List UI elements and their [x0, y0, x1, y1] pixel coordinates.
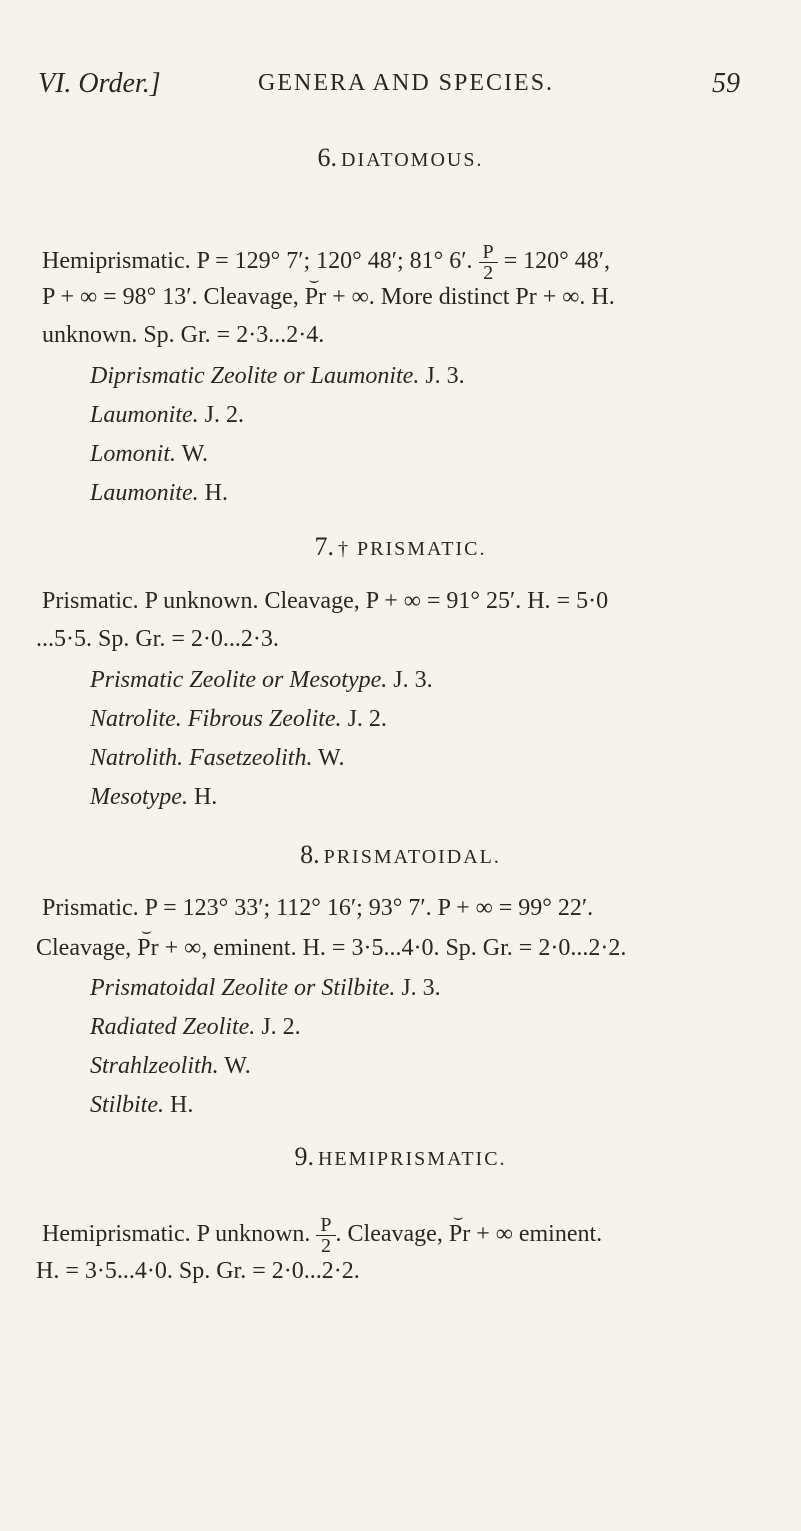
s7-synonym-4: Mesotype. H.	[90, 784, 218, 810]
s6-synonym-2: Laumonite. J. 2.	[90, 402, 245, 428]
page-number: 59	[712, 68, 740, 99]
s9-fraction: $\frac{P}{2}$	[316, 1215, 335, 1256]
s8-synonym-1: Prismatoidal Zeolite or Stilbite. J. 3.	[90, 975, 441, 1001]
section-8-title: 8. PRISMATOIDAL.	[300, 840, 501, 869]
s7-synonym-3: Natrolith. Fasetzeolith. W.	[90, 745, 345, 771]
s9-line-1: Hemiprismatic. P unknown. $\frac{P}{2}$ . Cleavage, ⌣ Pr + ∞ eminent.	[42, 1209, 603, 1257]
section-6-title: 6. DIATOMOUS.	[317, 143, 484, 172]
running-head-order: VI. Order.]	[38, 68, 161, 99]
s8-synonym-4: Stilbite. H.	[90, 1092, 194, 1118]
s6-synonym-1: Diprismatic Zeolite or Laumonite. J. 3.	[90, 363, 465, 389]
s8-line-2: Cleavage, ⌣ Pr + ∞, eminent. H. = 3·5...4·0. Sp. Gr. = 2·0...2·2.	[36, 923, 627, 961]
s8-synonym-3: Strahlzeolith. W.	[90, 1053, 251, 1079]
s7-synonym-1: Prismatic Zeolite or Mesotype. J. 3.	[90, 667, 433, 693]
s6-synonym-4: Laumonite. H.	[90, 480, 229, 506]
s7-synonym-2: Natrolite. Fibrous Zeolite. J. 2.	[90, 706, 387, 732]
s9-line-2: H. = 3·5...4·0. Sp. Gr. = 2·0...2·2.	[36, 1258, 360, 1284]
s6-line-3: unknown. Sp. Gr. = 2·3...2·4.	[42, 322, 325, 348]
running-head-title: GENERA AND SPECIES.	[258, 70, 555, 96]
s8-line-1: Prismatic. P = 123° 33′; 112° 16′; 93° 7′. P + ∞ = 99° 22′.	[42, 895, 594, 921]
s6-synonym-3: Lomonit. W.	[90, 441, 209, 467]
s6-fraction: $\frac{P}{2}$	[479, 242, 498, 283]
s6-line-2: P + ∞ = 98° 13′. Cleavage, ⌣ Pr + ∞. More distinct Pr + ∞. H.	[42, 272, 615, 310]
section-9-title: 9. HEMIPRISMATIC.	[294, 1142, 507, 1171]
s8-synonym-2: Radiated Zeolite. J. 2.	[90, 1014, 301, 1040]
s7-line-1: Prismatic. P unknown. Cleavage, P + ∞ = 91° 25′. H. = 5·0	[42, 588, 609, 614]
s6-line-1: Hemiprismatic. P = 129° 7′; 120° 48′; 81° 6′. $\frac{P}{2}$ = 120° 48′,	[42, 241, 611, 284]
s7-line-2: ...5·5. Sp. Gr. = 2·0...2·3.	[36, 626, 279, 652]
section-7-title: 7. † PRISMATIC.	[314, 532, 487, 561]
